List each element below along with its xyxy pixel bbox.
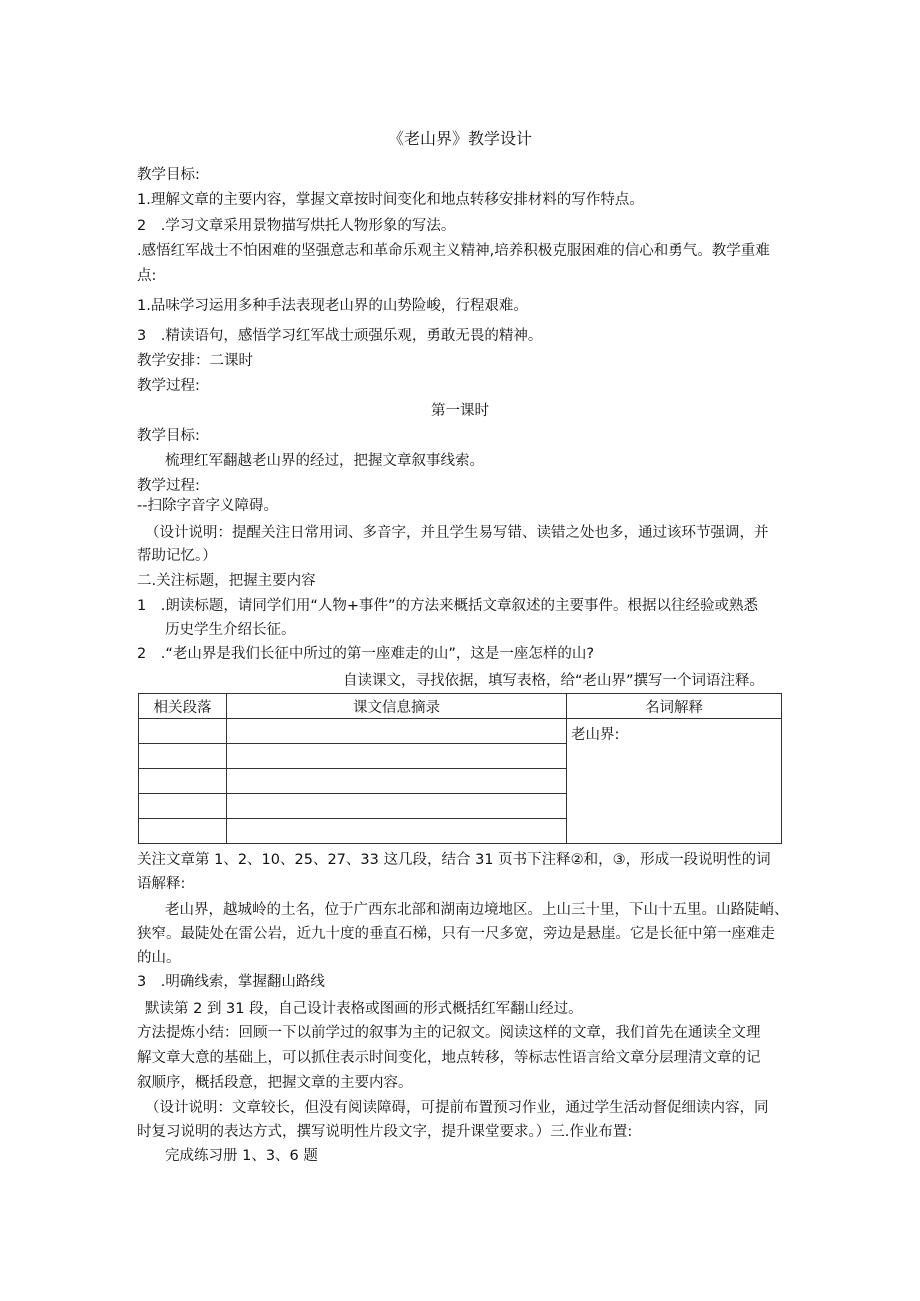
text-line: 解文章大意的基础上，可以抓住表示时间变化，地点转移，等标志性语言给文章分层理清文章的记 xyxy=(137,1050,761,1066)
text-line: 1 .朗读标题，请同学们用“人物+事件”的方法来概括文章叙述的主要事件。根据以往经验或熟悉 xyxy=(137,598,759,614)
table-cell xyxy=(139,744,227,769)
text-line: 完成练习册 1、3、6 题 xyxy=(165,1148,318,1164)
text-line: 2 .学习文章采用景物描写烘托人物形象的写法。 xyxy=(137,218,456,234)
text-line: 叙顺序，概括段意，把握文章的主要内容。 xyxy=(137,1075,413,1091)
table-row xyxy=(139,719,782,744)
table-cell xyxy=(227,719,567,744)
section-heading: 第一课时 xyxy=(431,403,489,419)
table-cell xyxy=(227,744,567,769)
table-cell xyxy=(139,719,227,744)
text-line: 自读课文，寻找依据，填写表格，给“老山界”撰写一个词语注释。 xyxy=(343,673,765,689)
text-line: 历史学生介绍长征。 xyxy=(165,622,296,638)
text-line: 二.关注标题，把握主要内容 xyxy=(137,573,316,589)
table-cell xyxy=(227,769,567,794)
text-line: （设计说明：提醒关注日常用词、多音字，并且学生易写错、读错之处也多，通过该环节强调，并 xyxy=(145,525,769,541)
table-cell xyxy=(139,819,227,844)
text-line: .感悟红军战士不怕困难的坚强意志和革命乐观主义精神,培养积极克服困难的信心和勇气。教学重难 xyxy=(137,243,770,259)
table-cell xyxy=(139,794,227,819)
text-line: 教学安排：二课时 xyxy=(137,353,253,369)
text-line: 狭窄。最陡处在雷公岩，近九十度的垂直石梯，只有一尺多宽，旁边是悬崖。它是长征中第一座难走 xyxy=(137,926,775,942)
text-line: 的山。 xyxy=(137,950,181,966)
table-header-row xyxy=(139,694,782,719)
text-line: 3 .明确线索，掌握翻山路线 xyxy=(137,974,325,990)
text-line: 语解释: xyxy=(137,876,186,892)
text-line: 点: xyxy=(137,268,157,284)
table-cell xyxy=(227,819,567,844)
info-table xyxy=(138,693,782,844)
header-definition: 名词解释 xyxy=(567,694,782,719)
text-line: 默读第 2 到 31 段，自己设计表格或图画的形式概括红军翻山经过。 xyxy=(145,1001,583,1017)
text-line: 老山界，越城岭的土名，位于广西东北部和湖南边境地区。上山三十里，下山十五里。山路陡峭、 xyxy=(165,902,789,918)
page-title: 《老山界》教学设计 xyxy=(387,129,532,148)
text-line: 教学目标: xyxy=(137,428,200,444)
text-line: 1.理解文章的主要内容，掌握文章按时间变化和地点转移安排材料的写作特点。 xyxy=(137,192,644,208)
text-line: 帮助记忆。） xyxy=(137,548,217,564)
header-excerpts: 课文信息摘录 xyxy=(227,694,567,719)
text-line: 教学目标: xyxy=(137,167,200,183)
text-line: 3 .精读语句，感悟学习红军战士顽强乐观，勇敢无畏的精神。 xyxy=(137,328,543,344)
text-line: 教学过程: xyxy=(137,378,200,394)
table-cell xyxy=(139,769,227,794)
text-line: （设计说明：文章较长，但没有阅读障碍，可提前布置预习作业，通过学生活动督促细读内容，同 xyxy=(145,1100,769,1116)
text-line: 关注文章第 1、2、10、25、27、33 这几段，结合 31 页书下注释②和，③，形成一段说明性的词 xyxy=(137,852,771,868)
text-line: 2 .“老山界是我们长征中所过的第一座难走的山”，这是一座怎样的山? xyxy=(137,646,595,662)
text-line: 梳理红军翻越老山界的经过，把握文章叙事线索。 xyxy=(165,453,484,469)
text-line: 1.品味学习运用多种手法表现老山界的山势险峻，行程艰难。 xyxy=(137,298,528,314)
table-cell xyxy=(227,794,567,819)
text-line: 时复习说明的表达方式，撰写说明性片段文字，提升课堂要求。）三.作业布置: xyxy=(137,1124,633,1140)
header-paragraphs: 相关段落 xyxy=(139,694,227,719)
text-line: 教学过程: xyxy=(137,478,200,494)
definition-cell: 老山界: xyxy=(567,719,782,844)
text-line: 方法提炼小结：回顾一下以前学过的叙事为主的记叙文。阅读这样的文章，我们首先在通读全文理 xyxy=(137,1025,761,1041)
text-line: --扫除字音字义障碍。 xyxy=(137,498,278,514)
